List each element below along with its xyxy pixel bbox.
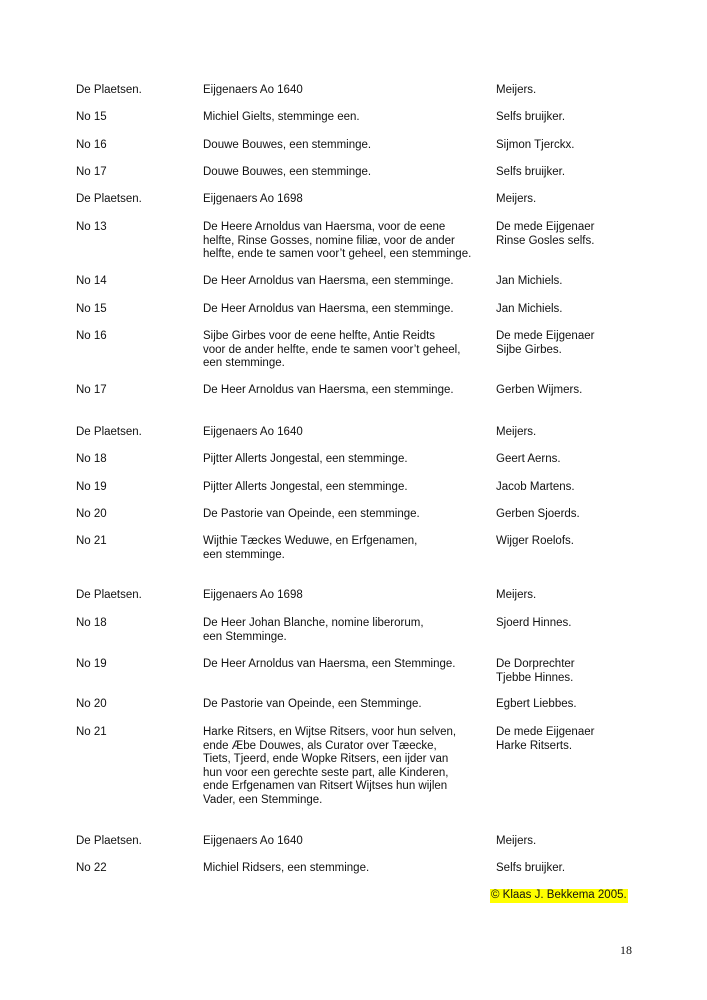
meijer-cell — [496, 384, 696, 398]
cell-text-line: Egbert Liebbes. — [496, 698, 577, 710]
plaats-number — [76, 330, 196, 344]
cell-text-line: Pijtter Allerts Jongestal, een stemminge. — [203, 453, 408, 465]
cell-text-line: Sijmon Tjerckx. — [496, 139, 575, 151]
meijer-cell — [496, 221, 696, 248]
cell-text-line: een stemminge. — [203, 357, 285, 370]
cell-text-line: Wijger Roelofs. — [496, 535, 574, 547]
cell-text-line: No 17 — [76, 384, 107, 396]
plaats-number — [76, 617, 196, 631]
meijer-cell — [496, 84, 696, 98]
eigenaar-cell — [203, 862, 493, 876]
eigenaar-cell — [203, 166, 493, 180]
plaats-number — [76, 384, 196, 398]
meijer-cell — [496, 698, 696, 712]
meijer-cell — [496, 426, 696, 440]
meijer-cell — [496, 862, 696, 876]
cell-text-line: Geert Aerns. — [496, 453, 561, 465]
plaats-number — [76, 84, 196, 98]
copyright-note: © Klaas J. Bekkema 2005. — [491, 889, 627, 901]
cell-text-line: Tiets, Tjeerd, ende Wopke Ritsers, een ijder van — [203, 753, 449, 766]
cell-text-line: No 20 — [76, 508, 107, 520]
cell-text-line: Harke Ritsers, en Wijtse Ritsers, voor hun selven, — [203, 726, 457, 738]
cell-text-line: ende Erfgenamen van Ritsert Wijtses hun wijlen — [203, 780, 448, 793]
cell-text-line: ende Æbe Douwes, als Curator over Tæecke, — [203, 739, 437, 752]
cell-text-line: Selfs bruijker. — [496, 111, 566, 123]
plaats-number — [76, 835, 196, 849]
cell-text-line: De Plaetsen. — [76, 84, 142, 96]
cell-text-line: Meijers. — [496, 426, 537, 438]
cell-text-line: Gerben Wijmers. — [496, 384, 583, 396]
meijer-cell — [496, 111, 696, 125]
plaats-number — [76, 589, 196, 603]
cell-text-line: De Heer Arnoldus van Haersma, een Stemminge. — [203, 658, 456, 670]
cell-text-line: De Heer Arnoldus van Haersma, een stemminge. — [203, 275, 454, 287]
cell-text-line: Sjoerd Hinnes. — [496, 617, 572, 629]
meijer-cell — [496, 658, 696, 685]
cell-text-line: Michiel Ridsers, een stemminge. — [203, 862, 370, 874]
cell-text-line: No 14 — [76, 275, 107, 287]
eigenaar-cell — [203, 726, 493, 808]
cell-text-line: Jacob Martens. — [496, 481, 575, 493]
meijer-cell — [496, 330, 696, 357]
meijer-cell — [496, 453, 696, 467]
meijer-cell — [496, 481, 696, 495]
eigenaar-cell — [203, 698, 493, 712]
cell-text-line: De Plaetsen. — [76, 426, 142, 438]
cell-text-line: De Pastorie van Opeinde, een stemminge. — [203, 508, 420, 520]
cell-text-line: De Heer Johan Blanche, nomine liberorum, — [203, 617, 424, 629]
cell-text-line: helfte, Rinse Gosses, nomine filiæ, voor de ander — [203, 234, 455, 247]
cell-text-line: Selfs bruijker. — [496, 862, 566, 874]
cell-text-line: Pijtter Allerts Jongestal, een stemminge. — [203, 481, 408, 493]
eigenaar-cell — [203, 384, 493, 398]
eigenaar-cell — [203, 303, 493, 317]
plaats-number — [76, 111, 196, 125]
cell-text-line: Wijthie Tæckes Weduwe, en Erfgenamen, — [203, 535, 418, 547]
cell-text-line: Meijers. — [496, 589, 537, 601]
cell-text-line: Rinse Gosles selfs. — [496, 234, 595, 247]
cell-text-line: Michiel Gielts, stemminge een. — [203, 111, 360, 123]
plaats-number — [76, 221, 196, 235]
plaats-number — [76, 275, 196, 289]
cell-text-line: De Heere Arnoldus van Haersma, voor de eene — [203, 221, 446, 233]
meijer-cell — [496, 139, 696, 153]
plaats-number — [76, 535, 196, 549]
plaats-number — [76, 453, 196, 467]
cell-text-line: No 19 — [76, 658, 107, 670]
meijer-cell — [496, 535, 696, 549]
cell-text-line: Sijbe Girbes. — [496, 343, 562, 356]
plaats-number — [76, 426, 196, 440]
cell-text-line: No 20 — [76, 698, 107, 710]
meijer-cell — [496, 166, 696, 180]
cell-text-line: De Plaetsen. — [76, 589, 142, 601]
cell-text-line: De Plaetsen. — [76, 193, 142, 205]
cell-text-line: No 15 — [76, 303, 107, 315]
cell-text-line: Eijgenaers Ao 1698 — [203, 193, 303, 205]
plaats-number — [76, 862, 196, 876]
plaats-number — [76, 139, 196, 153]
eigenaar-cell — [203, 111, 493, 125]
eigenaar-cell — [203, 84, 493, 98]
cell-text-line: De mede Eijgenaer — [496, 221, 595, 233]
cell-text-line: De Heer Arnoldus van Haersma, een stemminge. — [203, 384, 454, 396]
meijer-cell — [496, 303, 696, 317]
cell-text-line: Meijers. — [496, 835, 537, 847]
eigenaar-cell — [203, 535, 493, 562]
cell-text-line: Harke Ritserts. — [496, 739, 573, 752]
cell-text-line: No 22 — [76, 862, 107, 874]
plaats-number — [76, 193, 196, 207]
plaats-number — [76, 658, 196, 672]
cell-text-line: Eijgenaers Ao 1640 — [203, 426, 303, 438]
cell-text-line: Meijers. — [496, 84, 537, 96]
cell-text-line: De mede Eijgenaer — [496, 726, 595, 738]
eigenaar-cell — [203, 275, 493, 289]
eigenaar-cell — [203, 426, 493, 440]
cell-text-line: Douwe Bouwes, een stemminge. — [203, 139, 372, 151]
eigenaar-cell — [203, 221, 493, 262]
plaats-number — [76, 481, 196, 495]
eigenaar-cell — [203, 453, 493, 467]
plaats-number — [76, 698, 196, 712]
eigenaar-cell — [203, 589, 493, 603]
plaats-number — [76, 726, 196, 740]
cell-text-line: No 16 — [76, 330, 107, 342]
cell-text-line: helfte, ende te samen voor’t geheel, een stemminge. — [203, 248, 472, 261]
meijer-cell — [496, 726, 696, 753]
cell-text-line: No 18 — [76, 453, 107, 465]
cell-text-line: De Heer Arnoldus van Haersma, een stemminge. — [203, 303, 454, 315]
cell-text-line: Selfs bruijker. — [496, 166, 566, 178]
meijer-cell — [496, 835, 696, 849]
cell-text-line: De Pastorie van Opeinde, een Stemminge. — [203, 698, 422, 710]
cell-text-line: No 18 — [76, 617, 107, 629]
cell-text-line: De mede Eijgenaer — [496, 330, 595, 342]
plaats-number — [76, 508, 196, 522]
cell-text-line: Gerben Sjoerds. — [496, 508, 580, 520]
meijer-cell — [496, 617, 696, 631]
cell-text-line: No 19 — [76, 481, 107, 493]
eigenaar-cell — [203, 139, 493, 153]
cell-text-line: No 13 — [76, 221, 107, 233]
cell-text-line: Meijers. — [496, 193, 537, 205]
meijer-cell — [496, 508, 696, 522]
cell-text-line: No 16 — [76, 139, 107, 151]
cell-text-line: De Plaetsen. — [76, 835, 142, 847]
cell-text-line: Eijgenaers Ao 1640 — [203, 84, 303, 96]
cell-text-line: De Dorprechter — [496, 658, 575, 670]
meijer-cell — [496, 193, 696, 207]
meijer-cell — [496, 589, 696, 603]
eigenaar-cell — [203, 835, 493, 849]
cell-text-line: voor de ander helfte, ende te samen voor’t geheel, — [203, 343, 461, 356]
cell-text-line: hun voor een gerechte seste part, alle Kinderen, — [203, 766, 449, 779]
cell-text-line: Sijbe Girbes voor de eene helfte, Antie Reidts — [203, 330, 436, 342]
eigenaar-cell — [203, 617, 493, 644]
cell-text-line: Jan Michiels. — [496, 303, 563, 315]
eigenaar-cell — [203, 481, 493, 495]
page-number: 18 — [620, 943, 632, 957]
eigenaar-cell — [203, 508, 493, 522]
meijer-cell — [496, 275, 696, 289]
cell-text-line: Eijgenaers Ao 1698 — [203, 589, 303, 601]
cell-text-line: een stemminge. — [203, 548, 285, 561]
eigenaar-cell — [203, 658, 493, 672]
cell-text-line: No 21 — [76, 535, 107, 547]
eigenaar-cell — [203, 330, 493, 371]
plaats-number — [76, 166, 196, 180]
plaats-number — [76, 303, 196, 317]
cell-text-line: Vader, een Stemminge. — [203, 793, 323, 806]
cell-text-line: Jan Michiels. — [496, 275, 563, 287]
cell-text-line: een Stemminge. — [203, 630, 287, 643]
cell-text-line: No 15 — [76, 111, 107, 123]
cell-text-line: Eijgenaers Ao 1640 — [203, 835, 303, 847]
eigenaar-cell — [203, 193, 493, 207]
cell-text-line: No 17 — [76, 166, 107, 178]
cell-text-line: No 21 — [76, 726, 107, 738]
cell-text-line: Douwe Bouwes, een stemminge. — [203, 166, 372, 178]
cell-text-line: Tjebbe Hinnes. — [496, 671, 574, 684]
